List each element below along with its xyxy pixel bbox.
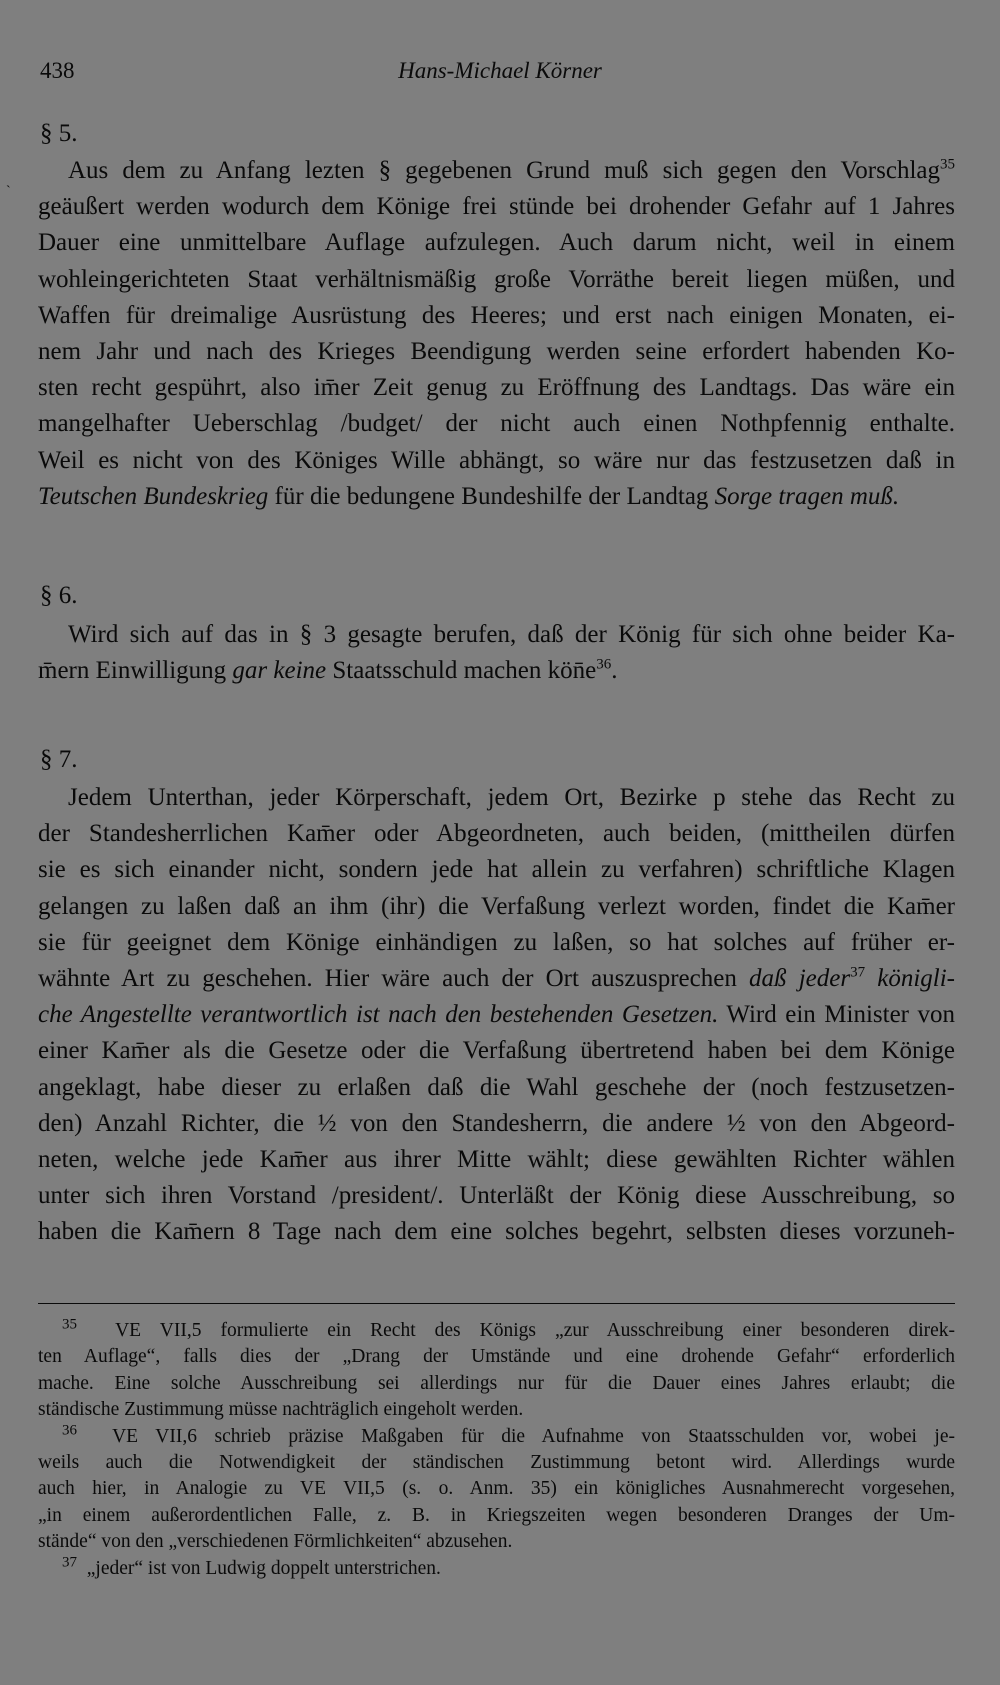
section-6-heading: § 6.	[40, 582, 78, 609]
page-number: 438	[40, 58, 75, 83]
section-5-heading: § 5.	[40, 120, 78, 147]
text-line: sie es sich einander nicht, sondern jede hat allein zu verfahren) schriftliche Klagen	[38, 856, 955, 884]
footnote-line: $^{35}$ VE VII,5 formulierte ein Recht des Königs „zur Ausschreibung einer besonderen direk-	[62, 1316, 956, 1341]
text-line: geäußert werden wodurch dem Könige frei stünde bei drohender Gefahr auf 1 Jahres	[38, 193, 955, 221]
footnote-ref-36: 36	[596, 656, 612, 673]
footnotes	[38, 1318, 955, 1582]
text-line: einer Kam̄er als die Gesetze oder die Verfaßung übertretend haben bei dem Könige	[38, 1037, 955, 1065]
stray-mark: `	[6, 184, 11, 199]
text-line: wähnte Art zu geschehen. Hier wäre auch der Ort auszusprechen daß jeder$^{37}$ königli-	[38, 964, 955, 993]
text-line: sten recht gespührt, also im̄er Zeit genug zu Eröffnung des Landtags. Das wäre ein	[38, 374, 955, 402]
text-line: gelangen zu laßen daß an ihm (ihr) die Verfaßung verlezt worden, findet die Kam̄er	[38, 892, 955, 920]
text-line: sie für geeignet dem Könige einhändigen zu laßen, so hat solches auf früher er-	[38, 928, 955, 956]
text-line: unter sich ihren Vorstand /president/. Unterläßt der König diese Ausschreibung, so	[38, 1182, 955, 1210]
text-line: neten, welche jede Kam̄er aus ihrer Mitte wählt; diese gewählten Richter wählen	[38, 1146, 955, 1174]
text-line: Weil es nicht von des Königes Wille abhängt, so wäre nur das festzusetzen daß in	[38, 446, 955, 474]
section-7-heading: § 7.	[40, 746, 78, 773]
footnote-line: mache. Eine solche Ausschreibung sei allerdings nur für die Dauer eines Jahres erlaubt; die	[38, 1372, 955, 1394]
footnote-line: stände“ von den „verschiedenen Förmlichkeiten“ abzusehen.	[38, 1531, 513, 1553]
text-line: der Standesherrlichen Kam̄er oder Abgeordneten, auch beiden, (mittheilen dürfen	[38, 820, 955, 848]
text-line: m̄ern Einwilligung gar keine Staatsschuld machen $kön̄e^{36}$.	[38, 656, 618, 685]
footnote-line: weils auch die Notwendigkeit der ständischen Zustimmung betont wird. Allerdings wurde	[38, 1452, 955, 1474]
section-7-body	[38, 780, 955, 1251]
text-line: Teutschen Bundeskrieg für die bedungene Bundeshilfe der Landtag Sorge tragen muß.	[38, 482, 900, 510]
footnote-ref-37: 37	[850, 964, 866, 981]
footnote-37	[38, 1556, 955, 1582]
text-line: Waffen für dreimalige Ausrüstung des Heeres; und erst nach einigen Monaten, ei-	[38, 301, 955, 329]
text-line: mangelhafter Ueberschlag /budget/ der nicht auch einen Nothpfennig enthalte.	[38, 410, 955, 438]
text-line: haben die Kam̄ern 8 Tage nach dem eine solches begehrt, selbsten dieses vorzuneh-	[38, 1218, 955, 1246]
text-line: che Angestellte verantwortlich ist nach den bestehenden Gesetzen. Wird ein Minister von	[38, 1001, 955, 1029]
text-line: angeklagt, habe dieser zu erlaßen daß die Wahl geschehe der (noch festzusetzen-	[38, 1073, 955, 1101]
section-6-body	[38, 617, 955, 689]
text-line: den) Anzahl Richter, die ½ von den Standesherrn, die andere ½ von den Abgeord-	[38, 1109, 955, 1137]
footnote-36	[38, 1424, 955, 1556]
footnote-line: $^{37}$ „jeder“ ist von Ludwig doppelt unterstrichen.	[62, 1554, 441, 1579]
footnote-divider	[38, 1303, 955, 1304]
text-line: nem Jahr und nach des Krieges Beendigung werden seine erfordert habenden Ko-	[38, 338, 955, 366]
footnote-line: $^{36}$ VE VII,6 schrieb präzise Maßgaben für die Aufnahme von Staatsschulden vor, wobei je-	[62, 1422, 955, 1447]
text-line: Aus dem zu Anfang lezten § gegebenen Grund muß sich gegen den Vorschlag$^{35}$	[68, 156, 955, 184]
footnote-line: „in einem außerordentlichen Falle, z. B. in Kriegszeiten wegen besonderen Dranges der Um-	[38, 1504, 955, 1526]
footnote-line: auch hier, in Analogie zu VE VII,5 (s. o. Anm. 35) ein königliches Ausnahmerecht vorgesehen,	[38, 1478, 955, 1500]
running-head-author: Hans-Michael Körner	[398, 58, 602, 83]
text-line: Jedem Unterthan, jeder Körperschaft, jedem Ort, Bezirke p stehe das Recht zu	[68, 784, 955, 811]
footnote-ref-35: 35	[940, 156, 955, 173]
text-line: Wird sich auf das in § 3 gesagte berufen, daß der König für sich ohne beider Ka-	[68, 621, 955, 648]
text-line: Dauer eine unmittelbare Auflage aufzulegen. Auch darum nicht, weil in einem	[38, 229, 955, 257]
footnote-line: ten Auflage“, falls dies der „Drang der Umstände und eine drohende Gefahr“ erforderlich	[38, 1346, 955, 1368]
text-line: wohleingerichteten Staat verhältnismäßig große Vorräthe bereit liegen müßen, und	[38, 265, 955, 293]
section-5-body	[38, 153, 955, 515]
footnote-35	[38, 1318, 955, 1424]
footnote-line: ständische Zustimmung müsse nachträglich eingeholt werden.	[38, 1399, 524, 1421]
